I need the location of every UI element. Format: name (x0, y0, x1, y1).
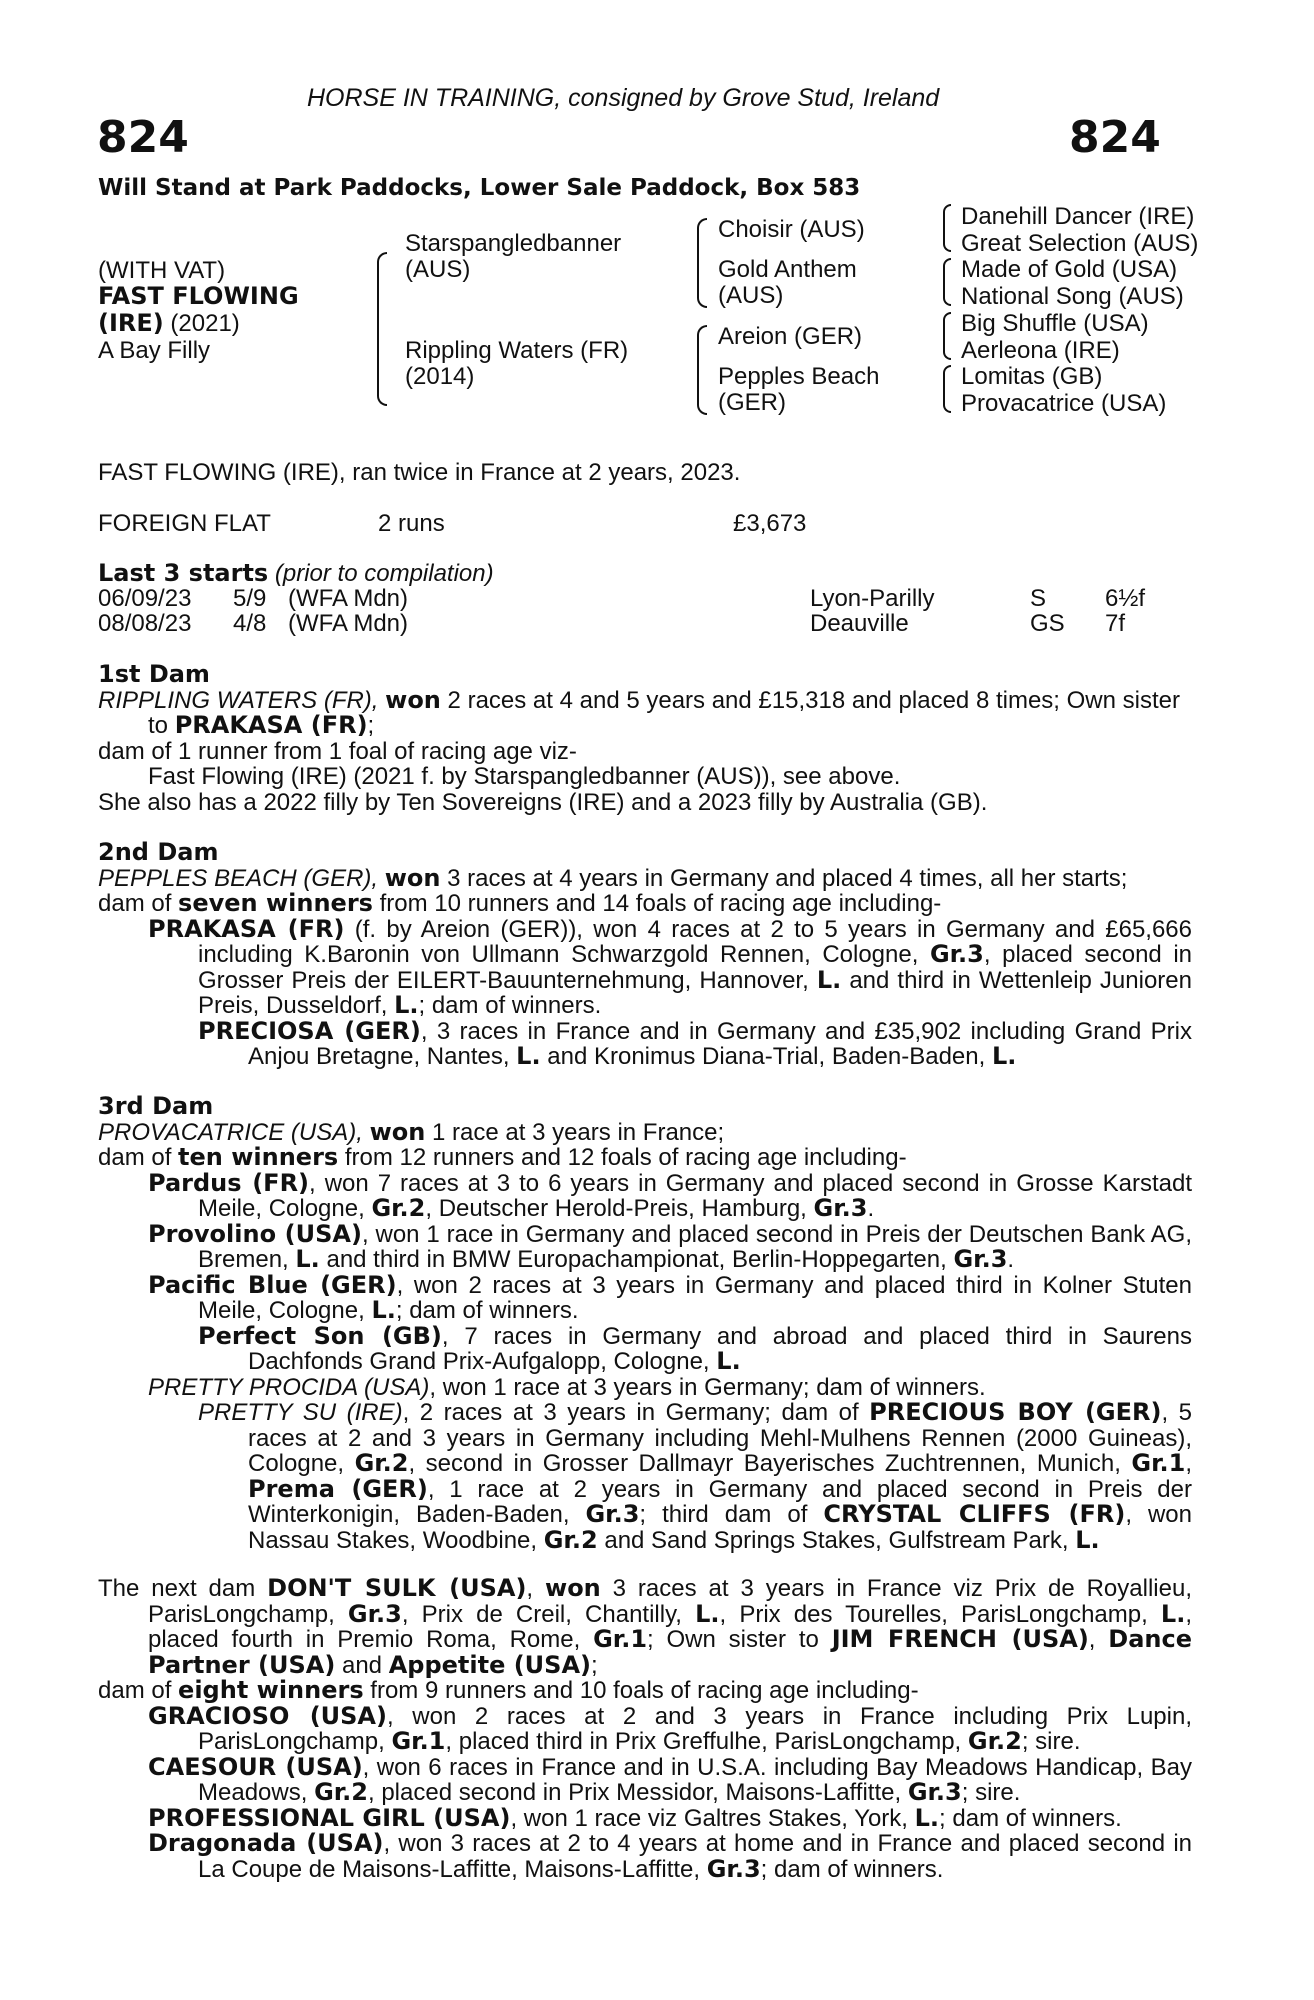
start-position: 4/8 (233, 610, 267, 637)
dam-sire: Areion (GER) (718, 323, 863, 350)
start-course: Lyon-Parilly (810, 585, 935, 612)
produce-item: PRAKASA (FR) (f. by Areion (GER)), won 4 races at 2 to 5 years in Germany and £65,666 including K.Baronin von Ullmann Schwarzgold Rennen, Cologne, Gr.3, placed second in Grosser Preis der EILERT-Bauunternehmung, Hannover, L. and third in Wettenleip Junioren Preis, Dusseldorf, L.; dam of winners. (148, 914, 1193, 1019)
produce-intro: dam of seven winners from 10 runners and 14 foals of racing age including- (98, 889, 942, 917)
horse-year: (2021) (170, 310, 240, 337)
start-distance: 6½f (1105, 585, 1146, 612)
third-dam-section (98, 1094, 1192, 1553)
start-race: (WFA Mdn) (288, 610, 409, 637)
produce-intro: dam of 1 runner from 1 foal of racing age viz- (98, 737, 577, 765)
sire-country: (AUS) (405, 256, 471, 283)
start-distance: 7f (1105, 610, 1126, 637)
pedigree-brace-main (377, 252, 387, 406)
start-going: GS (1030, 610, 1065, 637)
dam-name: Rippling Waters (FR) (405, 337, 629, 364)
horse-name: FAST FLOWING (98, 282, 299, 310)
start-position: 5/9 (233, 585, 267, 612)
produce-item: PROFESSIONAL GIRL (USA), won 1 race viz Galtres Stakes, York, L.; dam of winners. (148, 1803, 1122, 1832)
produce-item: Pardus (FR), won 7 races at 3 to 6 years in Germany and placed second in Grosse Karstadt Meile, Cologne, Gr.2, Deutscher Herold-Preis, Hamburg, Gr.3. (148, 1168, 1192, 1222)
pedigree-brace-sire (697, 218, 707, 308)
sire-dam-country: (AUS) (718, 282, 784, 309)
gg-sire-3: Big Shuffle (USA) (961, 310, 1149, 337)
produce-item: Dragonada (USA), won 3 races at 2 to 4 years at home and in France and placed second in La Coupe de Maisons-Laffitte, Maisons-Laffitte, Gr.3; dam of winners. (148, 1829, 1192, 1883)
start-date: 06/09/23 (98, 585, 192, 612)
produce-item: Fast Flowing (IRE) (2021 f. by Starspangledbanner (AUS)), see above. (148, 763, 901, 790)
produce-item: Perfect Son (GB), 7 races in Germany and abroad and placed third in Saurens Dachfonds Grand Prix-Aufgalopp, Cologne, L. (198, 1321, 1192, 1375)
horse-description: A Bay Filly (98, 337, 211, 364)
produce-intro: dam of ten winners from 12 runners and 12 foals of racing age including- (98, 1143, 907, 1171)
horse-country: (IRE) (98, 309, 164, 337)
sire-name: Starspangledbanner (405, 230, 622, 257)
produce-item: Provolino (USA), won 1 race in Germany and placed second in Preis der Deutschen Bank AG, Bremen, L. and third in BMW Europachampionat, Berlin-Hoppegarten, Gr.3. (148, 1219, 1193, 1273)
starts-heading (98, 561, 494, 586)
start-race: (WFA Mdn) (288, 585, 409, 612)
produce-item: PRECIOSA (GER), 3 races in France and in Germany and £35,902 including Grand Prix Anjou Bretagne, Nantes, L. and Kronimus Diana-Trial, Baden-Baden, L. (198, 1016, 1192, 1070)
sire-sire: Choisir (AUS) (718, 216, 865, 243)
race-summary: FAST FLOWING (IRE), ran twice in France at 2 years, 2023. (98, 459, 741, 486)
gg-dam-3: Aerleona (IRE) (961, 337, 1120, 364)
dam-dam-name: Pepples Beach (718, 363, 880, 390)
pedigree-brace-g1 (943, 204, 951, 252)
section-heading: 3rd Dam (98, 1092, 214, 1120)
section-heading: 1st Dam (98, 660, 210, 688)
pedigree-brace-g3 (943, 312, 951, 360)
record-label: FOREIGN FLAT (98, 510, 271, 537)
consignment-line: HORSE IN TRAINING, consigned by Grove Stud, Ireland (307, 84, 940, 112)
lot-number-left: 824 (97, 112, 189, 163)
dam-year: (2014) (405, 363, 475, 390)
sire-dam-name: Gold Anthem (718, 256, 857, 283)
gg-sire-1: Danehill Dancer (IRE) (961, 203, 1195, 230)
pedigree-brace-g2 (943, 258, 951, 306)
produce-intro: dam of eight winners from 9 runners and 10 foals of racing age including- (98, 1676, 919, 1704)
vat-label: (WITH VAT) (98, 257, 226, 284)
gg-sire-4: Lomitas (GB) (961, 363, 1103, 390)
produce-item: PRETTY PROCIDA (USA), won 1 race at 3 years in Germany; dam of winners. (148, 1373, 986, 1401)
first-dam-section (98, 662, 1192, 815)
stand-location: Will Stand at Park Paddocks, Lower Sale Paddock, Box 583 (98, 175, 861, 201)
start-going: S (1030, 585, 1047, 612)
dam-record: PEPPLES BEACH (GER), won 3 races at 4 years in Germany and placed 4 times, all her starts; (98, 863, 1128, 892)
horse-country-year (98, 311, 240, 336)
produce-item: Pacific Blue (GER), won 2 races at 3 years in Germany and placed third in Kolner Stuten Meile, Cologne, L.; dam of winners. (148, 1270, 1192, 1324)
produce-item: CAESOUR (USA), won 6 races in France and in U.S.A. including Bay Meadows Handicap, Bay Meadows, Gr.2, placed second in Prix Messidor, Maisons-Laffitte, Gr.3; sire. (148, 1752, 1192, 1806)
record-earnings: £3,673 (733, 510, 807, 537)
starts-note: (prior to compilation) (274, 560, 494, 587)
record-runs: 2 runs (378, 510, 445, 537)
dam-dam-country: (GER) (718, 389, 786, 416)
second-dam-section (98, 840, 1192, 1070)
dam-record: The next dam DON'T SULK (USA), won 3 races at 3 years in France viz Prix de Royallieu, ParisLongchamp, Gr.3, Prix de Creil, Chantilly, L., Prix des Tourelles, ParisLongchamp, L., placed fourth in Premio Roma, Rome, Gr.1; Own sister to JIM FRENCH (USA), Dance Partner (USA) and Appetite (USA); (98, 1574, 1193, 1679)
gg-sire-2: Made of Gold (USA) (961, 256, 1178, 283)
starts-title: Last 3 starts (98, 559, 269, 587)
gg-dam-4: Provacatrice (USA) (961, 390, 1167, 417)
start-date: 08/08/23 (98, 610, 192, 637)
produce-item: GRACIOSO (USA), won 2 races at 2 and 3 years in France including Prix Lupin, ParisLongchamp, Gr.1, placed third in Prix Greffulhe, ParisLongchamp, Gr.2; sire. (148, 1701, 1193, 1755)
pedigree-brace-dam (697, 325, 707, 415)
gg-dam-1: Great Selection (AUS) (961, 230, 1199, 257)
pedigree-brace-g4 (943, 365, 951, 413)
produce-note: She also has a 2022 filly by Ten Sovereigns (IRE) and a 2023 filly by Australia (GB). (98, 788, 988, 816)
produce-item: PRETTY SU (IRE), 2 races at 3 years in Germany; dam of PRECIOUS BOY (GER), 5 races at 2 and 3 years in Germany including Mehl-Mulhens Rennen (2000 Guineas), Cologne, Gr.2, second in Grosser Dallmayr Bayerisches Zuchtrennen, Munich, Gr.1, Prema (GER), 1 race at 2 years in Germany and placed second in Preis der Winterkonigin, Baden-Baden, Gr.3; third dam of CRYSTAL CLIFFS (FR), won Nassau Stakes, Woodbine, Gr.2 and Sand Springs Stakes, Gulfstream Park, L. (198, 1398, 1193, 1554)
dam-record: PROVACATRICE (USA), won 1 race at 3 years in France; (98, 1117, 725, 1146)
gg-dam-2: National Song (AUS) (961, 283, 1184, 310)
dam-record: RIPPLING WATERS (FR), won 2 races at 4 and 5 years and £15,318 and placed 8 times; Own sister to PRAKASA (FR); (98, 685, 1180, 739)
next-dam-section (98, 1576, 1192, 1882)
section-heading: 2nd Dam (98, 838, 219, 866)
lot-number-right: 824 (1069, 112, 1161, 163)
start-course: Deauville (810, 610, 909, 637)
